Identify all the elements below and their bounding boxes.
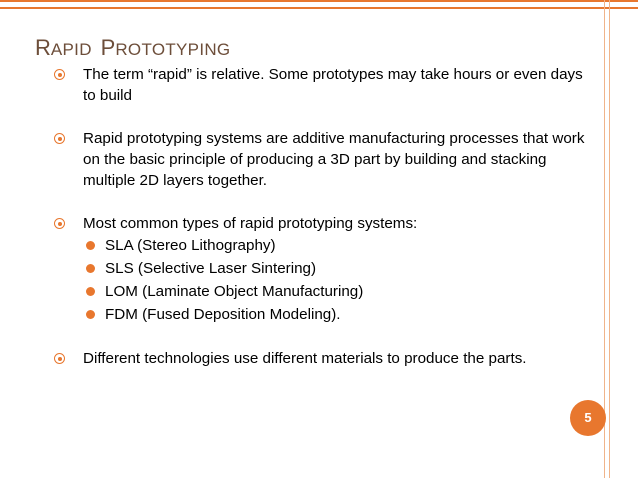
title-smallcaps: ROTOTYPING [115,40,231,59]
right-rule-line [609,0,610,478]
dot-bullet-icon [86,241,95,250]
slide-body [54,64,594,369]
sub-bullet-text: FDM (Fused Deposition Modeling). [105,306,341,323]
circle-bullet-icon [54,218,65,229]
sub-bullet-item [54,280,594,303]
dot-bullet-icon [86,310,95,319]
bullet-item [54,128,594,191]
sub-bullet-item [54,257,594,280]
dot-bullet-icon [86,264,95,273]
bullet-text: The term “rapid” is relative. Some prototypes may take hours or even days to build [83,66,583,104]
bullet-text: Most common types of rapid prototyping systems: [83,215,418,232]
title-initial: P [100,35,116,60]
sub-bullet-text: SLS (Selective Laser Sintering) [105,260,317,277]
title-smallcaps: APID [50,40,92,59]
circle-bullet-icon [54,353,65,364]
bullet-item [54,64,594,106]
right-rule-line [604,0,605,478]
sub-bullet-text: SLA (Stereo Lithography) [105,237,276,254]
slide-title [35,26,230,63]
bullet-item [54,348,594,369]
bullet-text: Different technologies use different materials to produce the parts. [83,350,527,367]
sub-bullet-text: LOM (Laminate Object Manufacturing) [105,283,364,300]
dot-bullet-icon [86,287,95,296]
page-number-badge: 5 [570,400,606,436]
bullet-text: Rapid prototyping systems are additive manufacturing processes that work on the basic principle of producing a 3D part by building and stacking multiple 2D layers together. [83,130,585,189]
title-initial: R [35,35,51,60]
top-accent-rule [0,0,638,9]
sub-bullet-item [54,303,594,326]
sub-bullet-item [54,234,594,257]
circle-bullet-icon [54,69,65,80]
bullet-item [54,213,594,234]
circle-bullet-icon [54,133,65,144]
